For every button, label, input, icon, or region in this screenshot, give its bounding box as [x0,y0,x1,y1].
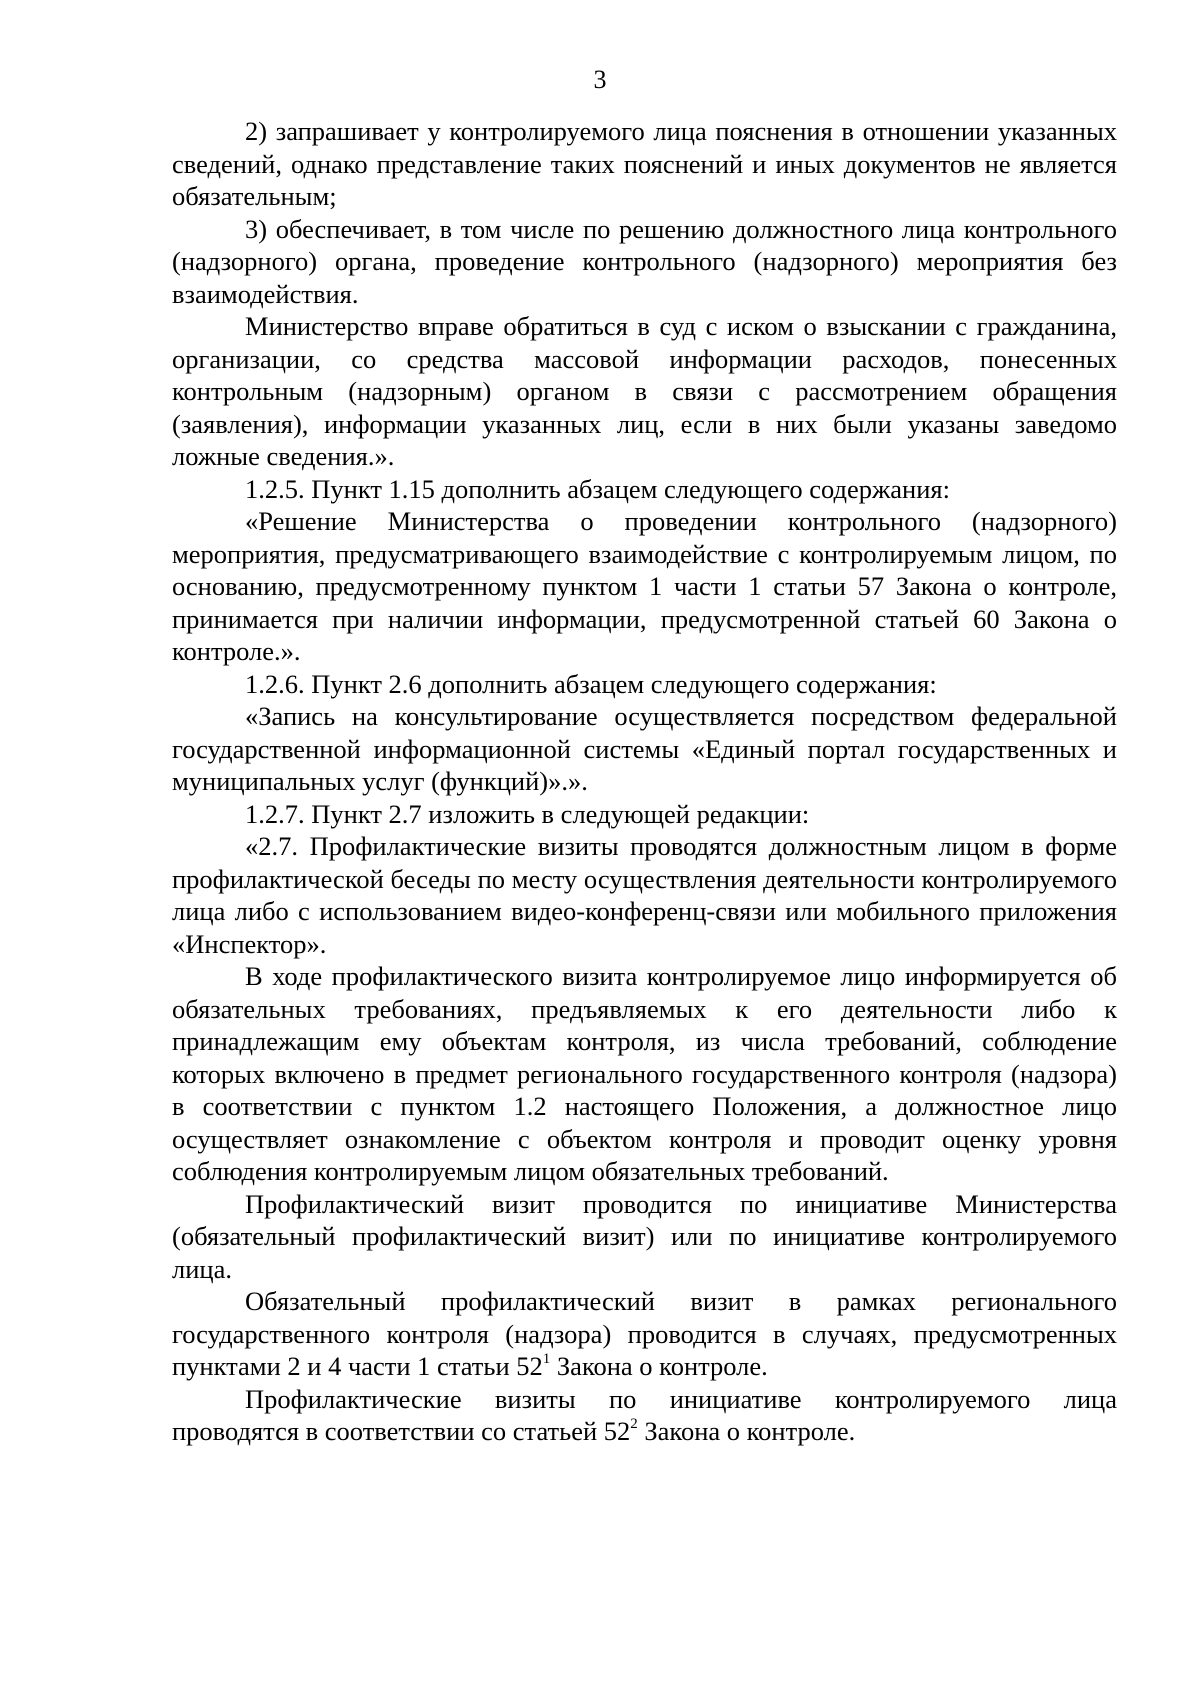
paragraph-12-text: Обязательный профилактический визит в рамках регионального государственного контроля (надзора) проводится в случаях, предусмотренных пунктами 2 и 4 части 1 статьи 52 [172,1286,1117,1381]
paragraph-12-tail: Закона о контроле. [550,1351,768,1381]
paragraph-10: В ходе профилактического визита контролируемое лицо информируется об обязательных требованиях, предъявляемых к его деятельности либо к принадлежащим ему объектам контроля, из числа требований, соблюдение которых включено в предмет регионального государственного контроля (надзора) в соответствии с пунктом 1.2 настоящего Положения, а должностное лицо осуществляет ознакомление с объектом контроля и проводит оценку уровня соблюдения контролируемым лицом обязательных требований. [172,961,1117,1186]
paragraph-4: 1.2.5. Пункт 1.15 дополнить абзацем следующего содержания: [245,473,950,504]
paragraph-13 [172,1383,1117,1448]
superscript-2: 2 [630,1416,638,1432]
superscript-1: 1 [542,1351,551,1367]
paragraph-11: Профилактический визит проводится по инициативе Министерства (обязательный профилактический визит) или по инициативе контролируемого лица. [172,1188,1117,1284]
paragraph-1: 2) запрашивает у контролируемого лица пояснения в отношении указанных сведений, однако представление таких пояснений и иных документов не является обязательным; [172,116,1117,211]
paragraph-13-text: Профилактические визиты по инициативе контролируемого лица проводятся в соответствии со статьей 52 [172,1383,1117,1446]
paragraph-5: «Решение Министерства о проведении контрольного (надзорного) мероприятия, предусматривающего взаимодействие с контролируемым лицом, по основанию, предусмотренному пунктом 1 части 1 статьи 57 Закона о контроле, принимается при наличии информации, предусмотренной статьей 60 Закона о контроле.». [172,506,1117,666]
paragraph-8: 1.2.7. Пункт 2.7 изложить в следующей редакции: [245,798,810,829]
page-number: 3 [593,65,607,94]
paragraph-2: 3) обеспечивает, в том числе по решению должностного лица контрольного (надзорного) органа, проведение контрольного (надзорного) мероприятия без взаимодействия. [172,213,1117,309]
paragraph-12 [172,1285,1117,1383]
paragraph-3: Министерство вправе обратиться в суд с иском о взыскании с гражданина, организации, со средства массовой информации расходов, понесенных контрольным (надзорным) органом в связи с рассмотрением обращения (заявления), информации указанных лиц, если в них были указаны заведомо ложные сведения.». [172,311,1117,471]
document-body [172,115,1117,1448]
paragraph-9: «2.7. Профилактические визиты проводятся должностным лицом в форме профилактической беседы по месту осуществления деятельности контролируемого лица либо с использованием видео-конференц-связи или мобильного приложения «Инспектор». [172,831,1117,959]
paragraph-13-tail: Закона о контроле. [637,1416,856,1446]
paragraph-6: 1.2.6. Пункт 2.6 дополнить абзацем следующего содержания: [245,668,937,699]
paragraph-7: «Запись на консультирование осуществляется посредством федеральной государственной информационной системы «Единый портал государственных и муниципальных услуг (функций)».». [172,701,1117,796]
